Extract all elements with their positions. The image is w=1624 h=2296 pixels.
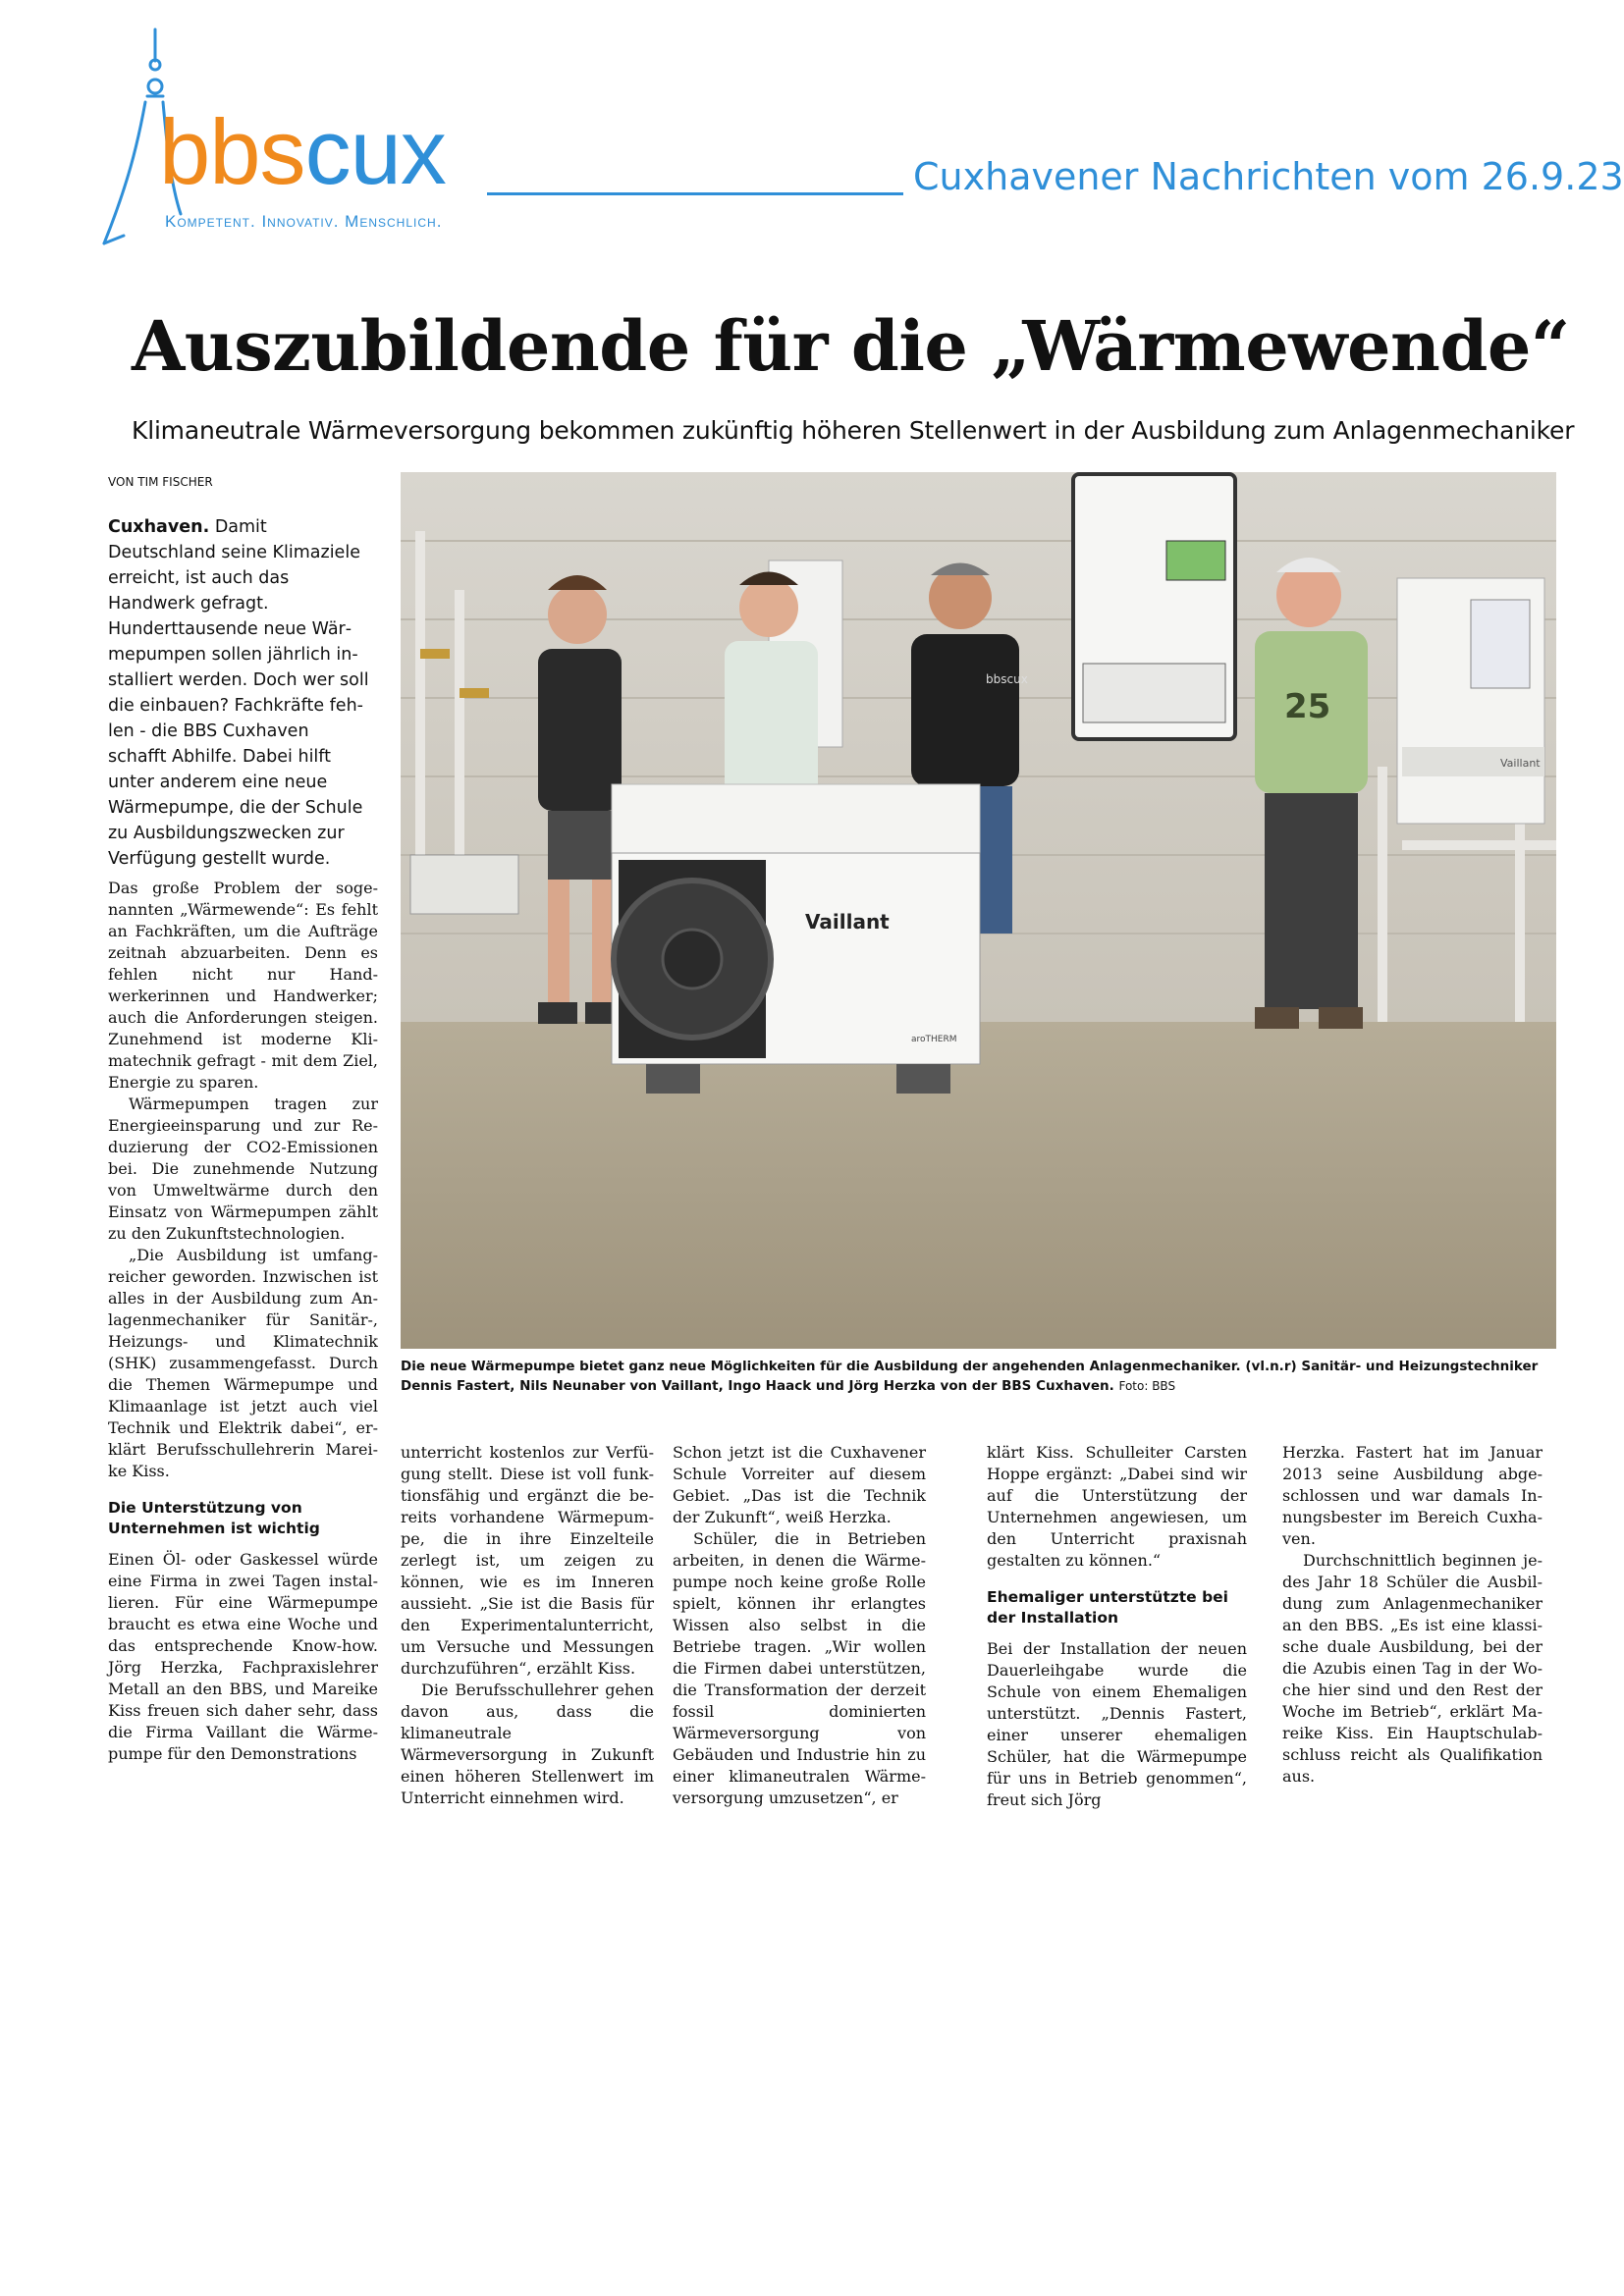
heatpump-brand-text: Vaillant xyxy=(805,910,890,934)
lead-paragraph xyxy=(108,514,369,872)
paragraph: Die Berufsschullehrer gehen davon aus, dass die klimaneutrale Wärmeversorgung in Zukunft einen höheren Stellenwert im Unterricht einnehmen wird. xyxy=(401,1681,654,1807)
logo-cux-text: cux xyxy=(304,100,446,203)
section-subtitle: Ehemaliger unterstützte bei der Installation xyxy=(987,1588,1228,1627)
paragraph: klärt Kiss. Schulleiter Carsten Hoppe ergänzt: „Dabei sind wir auf die Unterstützung der Unternehmen angewiesen, um den Unterricht praxisnah gestalten zu können.“ xyxy=(987,1443,1247,1570)
source-line: Cuxhavener Nachrichten vom 26.9.23 xyxy=(913,155,1624,198)
paragraph: Herzka. Fastert hat im Januar 2013 seine Ausbildung abgeschlossen und war damals Innungsbester im Bereich Cuxhaven. xyxy=(1282,1443,1543,1548)
lead-place: Cuxhaven. xyxy=(108,517,210,537)
column-3 xyxy=(673,1442,926,1809)
paragraph: Einen Öl- oder Gaskessel würde eine Firma in zwei Tagen installieren. Für eine Wärmepumpe braucht es etwa eine Woche und das entsprechende Know-how. Jörg Herzka, Fachpraxislehrer Metall an den BBS, und Mareike Kiss freuen sich daher sehr, dass die Firma Vaillant die Wärmepumpe für den Demonstrations xyxy=(108,1550,378,1763)
lead-text: Damit Deutschland seine Klimaziele erreicht, ist auch das Handwerk gefragt. Hunderttausende neue Wärmepumpen sollen jährlich installiert werden. Doch wer soll die einbauen? Fachkräfte fehlen - die BBS Cuxhaven schafft Abhilfe. Dabei hilft unter anderem eine neue Wärmepumpe, die der Schule zu Ausbildungszwecken zur Verfügung gestellt wurde. xyxy=(108,517,369,869)
heatpump-model-text: aroTHERM xyxy=(911,1035,957,1044)
paragraph: Bei der Installation der neuen Dauerleihgabe wurde die Schule von einem Ehemaligen unterstützt. „Dennis Fastert, einer unserer ehemaligen Schüler, hat die Wärmepumpe für uns in Betrieb genommen“, freut sich Jörg xyxy=(987,1639,1247,1809)
section-subtitle: Die Unterstützung von Unternehmen ist wichtig xyxy=(108,1499,320,1537)
boiler-brand-text: Vaillant xyxy=(1500,757,1541,770)
logo-tagline: Kompetent. Innovativ. Menschlich. xyxy=(165,212,443,231)
paragraph: Wärmepumpen tragen zur Energieeinsparung und zur Reduzierung der CO2-Emissionen bei. Die zunehmende Nutzung von Umweltwärme durch den Einsatz von Wärmepumpen zählt zu den Zukunftstechnologien. xyxy=(108,1095,378,1243)
photo-illustration xyxy=(401,472,1556,1349)
subheadline: Klimaneutrale Wärmeversorgung bekommen zukünftig höheren Stellenwert in der Ausbildung zum Anlagenmechaniker xyxy=(132,416,1575,445)
headline: Auszubildende für die „Wärmewende“ xyxy=(132,305,1570,387)
column-2 xyxy=(401,1442,654,1809)
caption-text: Die neue Wärmepumpe bietet ganz neue Möglichkeiten für die Ausbildung der angehenden Anlagenmechaniker. (vl.n.r) Sanitär- und Heizungstechniker Dennis Fastert, Nils Neunaber von Vaillant, Ingo Haack und Jörg Herzka von der BBS Cuxhaven. xyxy=(401,1359,1539,1394)
article-photo xyxy=(401,472,1556,1349)
photo-credit: Foto: BBS xyxy=(1118,1379,1176,1393)
paragraph: Schüler, die in Betrieben arbeiten, in denen die Wärmepumpe noch keine große Rolle spielt, können ihr erlangtes Wissen also selbst in die Betriebe tragen. „Wir wollen die Firmen dabei unterstützen, die Transformation der derzeit fossil dominierten Wärmeversorgung von Gebäuden und Industrie hin zu einer klimaneutralen Wärmeversorgung umzusetzen“, er xyxy=(673,1529,926,1807)
photo-caption xyxy=(401,1357,1549,1396)
shirt-number-text: 25 xyxy=(1284,687,1331,726)
bbscux-logo xyxy=(98,27,511,255)
header-divider xyxy=(487,192,903,195)
paragraph: „Die Ausbildung ist umfangreicher geworden. Inzwischen ist alles in der Ausbildung zum Anlagenmechaniker für Sanitär-, Heizungs- und Klimatechnik (SHK) zusammengefasst. Durch die Themen Wärmepumpe und Klimaanlage ist jetzt auch viel Technik und Elektrik dabei“, erklärt Berufsschullehrerin Mareike Kiss. xyxy=(108,1246,378,1480)
paragraph: Das große Problem der sogenannten „Wärmewende“: Es fehlt an Fachkräften, um die Aufträge zeitnah abzuarbeiten. Denn es fehlen nicht nur Handwerkerinnen und Handwerker; auch die Anforderungen steigen. Zunehmend ist moderne Klimatechnik gefragt - mit dem Ziel, Energie zu sparen. xyxy=(108,879,378,1092)
paragraph: Schon jetzt ist die Cuxhavener Schule Vorreiter auf diesem Gebiet. „Das ist die Technik der Zukunft“, weiß Herzka. xyxy=(673,1443,926,1526)
logo-bbs-text: bbs xyxy=(159,100,305,203)
paragraph: unterricht kostenlos zur Verfügung stellt. Diese ist voll funktionsfähig und ergänzt die bereits vorhandene Wärmepumpe, die in ihre Einzelteile zerlegt ist, um zeigen zu können, wie es im Inneren aussieht. „Sie ist die Basis für den Experimentalunterricht, um Versuche und Messungen durchzuführen“, erzählt Kiss. xyxy=(401,1443,654,1678)
paragraph: Durchschnittlich beginnen jedes Jahr 18 Schüler die Ausbildung zum Anlagenmechaniker an den BBS. „Es ist eine klassische duale Ausbildung, bei der die Azubis einen Tag in der Woche hier sind und den Rest der Woche im Betrieb“, erklärt Mareike Kiss. Ein Hauptschulabschluss reicht als Qualifikation aus. xyxy=(1282,1551,1543,1786)
byline: VON TIM FISCHER xyxy=(108,475,213,489)
column-4 xyxy=(987,1442,1247,1811)
column-5 xyxy=(1282,1442,1543,1788)
column-1 xyxy=(108,878,378,1765)
shirt-logo-text: bbscux xyxy=(986,672,1028,686)
